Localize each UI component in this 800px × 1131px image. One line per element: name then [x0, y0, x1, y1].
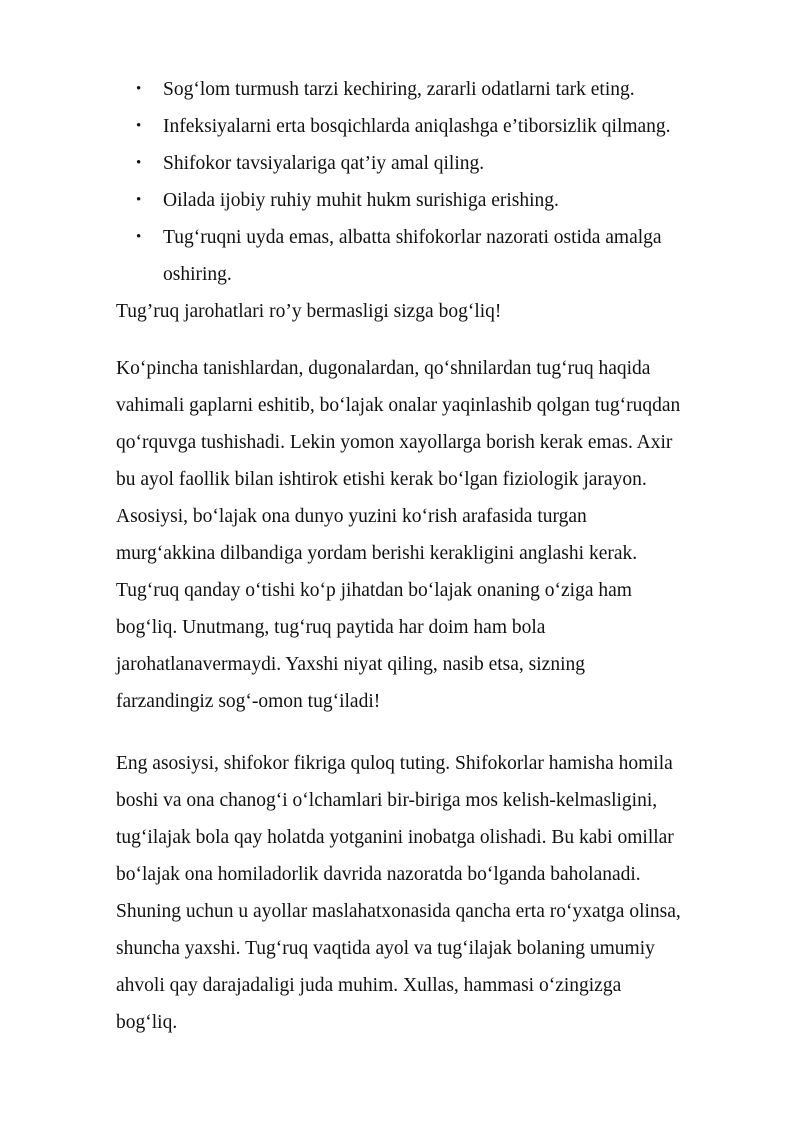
paragraph-line: farzandingiz sog‘-omon tug‘iladi! — [116, 691, 381, 712]
paragraph-line: Ko‘pincha tanishlardan, dugonalardan, qo‘shnilardan tug‘ruq haqida — [116, 358, 651, 379]
list-item-text: oshiring. — [163, 264, 232, 285]
paragraph-line: jarohatlanavermaydi. Yaxshi niyat qiling, nasib etsa, sizning — [116, 654, 585, 675]
paragraph-2 — [116, 745, 756, 1041]
paragraph-1 — [116, 350, 756, 720]
paragraph-line: murg‘akkina dilbandiga yordam berishi kerakligini anglashi kerak. — [116, 543, 638, 564]
paragraph-line: Asosiysi, bo‘lajak ona dunyo yuzini ko‘rish arafasida turgan — [116, 506, 587, 527]
paragraph-line: tug‘ilajak bola qay holatda yotganini inobatga olishadi. Bu kabi omillar — [116, 827, 674, 848]
bullet-icon: • — [136, 118, 142, 134]
paragraph-line: bu ayol faollik bilan ishtirok etishi kerak bo‘lgan fiziologik jarayon. — [116, 469, 647, 490]
list-item — [116, 182, 756, 219]
list-item-text: Oilada ijobiy ruhiy muhit hukm surishiga erishing. — [163, 190, 559, 211]
paragraph-line: Shuning uchun u ayollar maslahatxonasida qancha erta ro‘yxatga olinsa, — [116, 901, 681, 922]
paragraph-line: bog‘liq. Unutmang, tug‘ruq paytida har doim ham bola — [116, 617, 546, 638]
list-item-text: Shifokor tavsiyalariga qat’iy amal qiling. — [163, 153, 485, 174]
list-item-text: Tug‘ruqni uyda emas, albatta shifokorlar nazorati ostida amalga — [163, 227, 662, 248]
bullet-icon: • — [136, 229, 142, 245]
paragraph-line: ahvoli qay darajadaligi juda muhim. Xullas, hammasi o‘zingizga — [116, 975, 622, 996]
section-heading — [116, 293, 756, 330]
paragraph-line: boshi va ona chanog‘i o‘lchamlari bir-biriga mos kelish-kelmasligini, — [116, 790, 658, 811]
paragraph-line: shuncha yaxshi. Tug‘ruq vaqtida ayol va tug‘ilajak bolaning umumiy — [116, 938, 655, 959]
bullet-icon: • — [136, 81, 142, 97]
paragraph-line: Tug‘ruq qanday o‘tishi ko‘p jihatdan bo‘lajak onaning o‘ziga ham — [116, 580, 632, 601]
paragraph-line: vahimali gaplarni eshitib, bo‘lajak onalar yaqinlashib qolgan tug‘ruqdan — [116, 395, 681, 416]
paragraph-line: Eng asosiysi, shifokor fikriga quloq tuting. Shifokorlar hamisha homila — [116, 753, 673, 774]
advice-bullet-list — [116, 71, 756, 293]
paragraph-line: bo‘lajak ona homiladorlik davrida nazoratda bo‘lganda baholanadi. — [116, 864, 641, 885]
paragraph-line: bog‘liq. — [116, 1012, 178, 1033]
list-item — [116, 219, 756, 293]
heading-text: Tug’ruq jarohatlari ro’y bermasligi sizga bog‘liq! — [116, 301, 502, 322]
bullet-icon: • — [136, 192, 142, 208]
list-item — [116, 71, 756, 108]
bullet-icon: • — [136, 155, 142, 171]
list-item-text: Infeksiyalarni erta bosqichlarda aniqlashga e’tiborsizlik qilmang. — [163, 116, 671, 137]
list-item — [116, 108, 756, 145]
list-item-text: Sog‘lom turmush tarzi kechiring, zararli odatlarni tark eting. — [163, 79, 635, 100]
list-item — [116, 145, 756, 182]
paragraph-line: qo‘rquvga tushishadi. Lekin yomon xayollarga borish kerak emas. Axir — [116, 432, 673, 453]
